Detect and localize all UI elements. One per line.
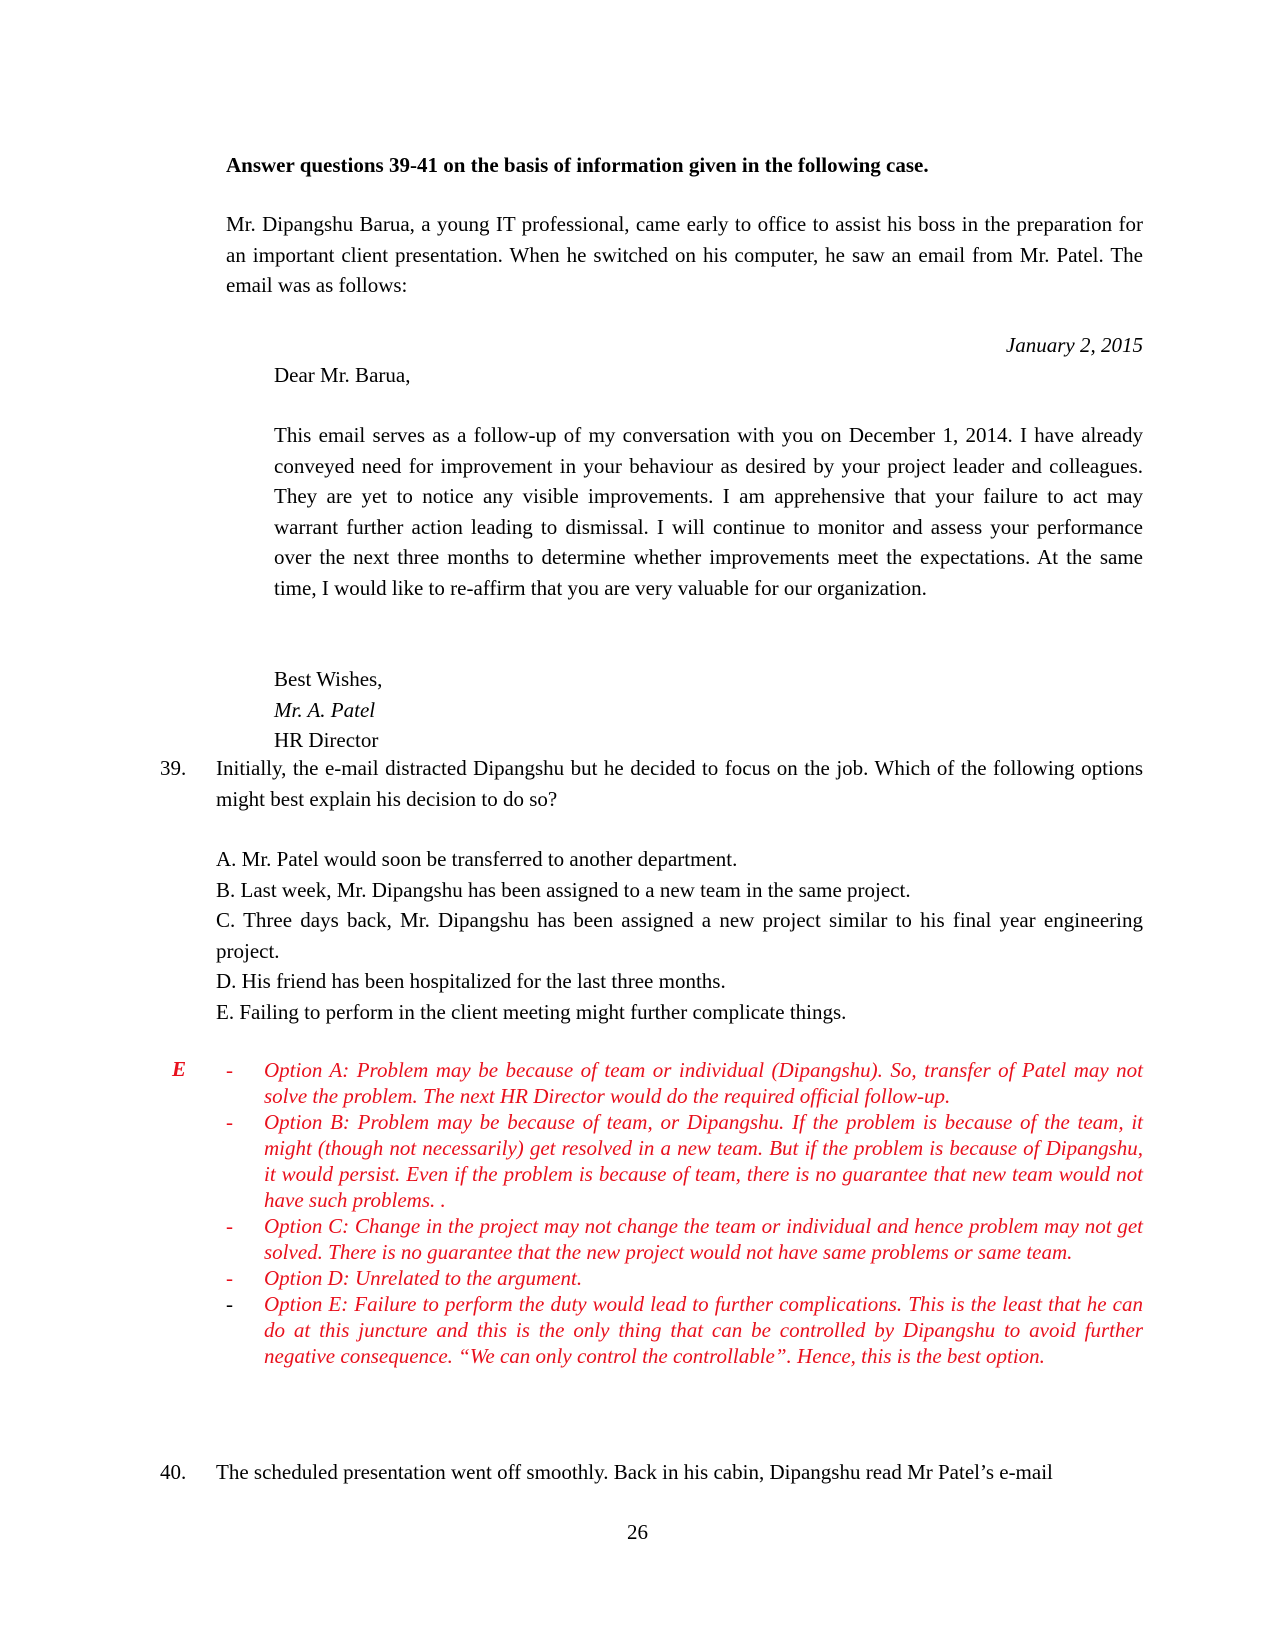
option-c: C. Three days back, Mr. Dipangshu has been assigned a new project similar to his final year engineering project.: [216, 908, 1143, 963]
explanation-item: [226, 1057, 1143, 1109]
explanation-text: Option D: Unrelated to the argument.: [264, 1266, 583, 1290]
page-number: 26: [627, 1520, 648, 1544]
answer-explanations: [226, 1057, 1143, 1369]
question-number: 40.: [160, 1460, 187, 1484]
explanation-text: Option E: Failure to perform the duty would lead to further complications. This is the least that he can do at this juncture and this is the only thing that can be controlled by Dipangshu to avoid further negative consequence. “We can only control the controllable”. Hence, this is the best option.: [264, 1292, 1143, 1368]
option-a: A. Mr. Patel would soon be transferred to another department.: [216, 847, 738, 871]
explanation-item: [226, 1265, 1143, 1291]
email-body: This email serves as a follow-up of my conversation with you on December 1, 2014. I have already conveyed need for improvement in your behaviour as desired by your project leader and colleagues. They are yet to notice any visible improvements. I am apprehensive that your failure to act may warrant further action leading to dismissal. I will continue to monitor and assess your performance over the next three months to determine whether improvements meet the expectations. At the same time, I would like to re-affirm that you are very valuable for our organization.: [274, 423, 1143, 600]
option-b: B. Last week, Mr. Dipangshu has been assigned to a new team in the same project.: [216, 877, 911, 902]
explanation-text: Option A: Problem may be because of team or individual (Dipangshu). So, transfer of Patel may not solve the problem. The next HR Director would do the required official follow-up.: [264, 1058, 1143, 1108]
explanation-text: Option B: Problem may be because of team, or Dipangshu. If the problem is because of the team, it might (though not necessarily) get resolved in a new team. But if the problem is because of Dipangshu, it would persist. Even if the problem is because of team, there is no guarantee that new team would not have such problems. .: [264, 1110, 1143, 1212]
option-e: E. Failing to perform in the client meeting might further complicate things.: [216, 999, 847, 1024]
case-intro-paragraph: Mr. Dipangshu Barua, a young IT professional, came early to office to assist his boss in the preparation for an important client presentation. When he switched on his computer, he saw an email from Mr. Patel. The email was as follows:: [226, 212, 1143, 297]
email-closing: Best Wishes,: [274, 667, 383, 691]
question-text: The scheduled presentation went off smoothly. Back in his cabin, Dipangshu read Mr Patel’s e-mail: [216, 1460, 1053, 1484]
bullet-dash: -: [226, 1266, 233, 1290]
option-d: D. His friend has been hospitalized for the last three months.: [216, 969, 726, 993]
explanation-item: [226, 1213, 1143, 1265]
explanation-item: [226, 1109, 1143, 1213]
email-signer-title: HR Director: [274, 728, 379, 752]
email-date: January 2, 2015: [1005, 333, 1143, 357]
bullet-dash: -: [226, 1214, 233, 1238]
explanation-text: Option C: Change in the project may not change the team or individual and hence problem may not get solved. There is no guarantee that the new project would not have same problems or same team.: [264, 1214, 1143, 1264]
question-text: Initially, the e-mail distracted Dipangshu but he decided to focus on the job. Which of the following options might best explain his decision to do so?: [216, 756, 1143, 811]
explanation-item: [226, 1291, 1143, 1369]
bullet-dash: -: [226, 1058, 233, 1082]
correct-answer: E: [172, 1057, 187, 1081]
answer-options: [216, 844, 1143, 1027]
question-number: 39.: [160, 756, 187, 780]
email-closing-block: [274, 664, 382, 756]
bullet-dash: -: [226, 1292, 233, 1316]
email-signer: Mr. A. Patel: [274, 697, 376, 722]
section-heading: Answer questions 39-41 on the basis of information given in the following case.: [226, 153, 929, 177]
email-salutation: Dear Mr. Barua,: [274, 363, 411, 387]
bullet-dash: -: [226, 1110, 233, 1134]
